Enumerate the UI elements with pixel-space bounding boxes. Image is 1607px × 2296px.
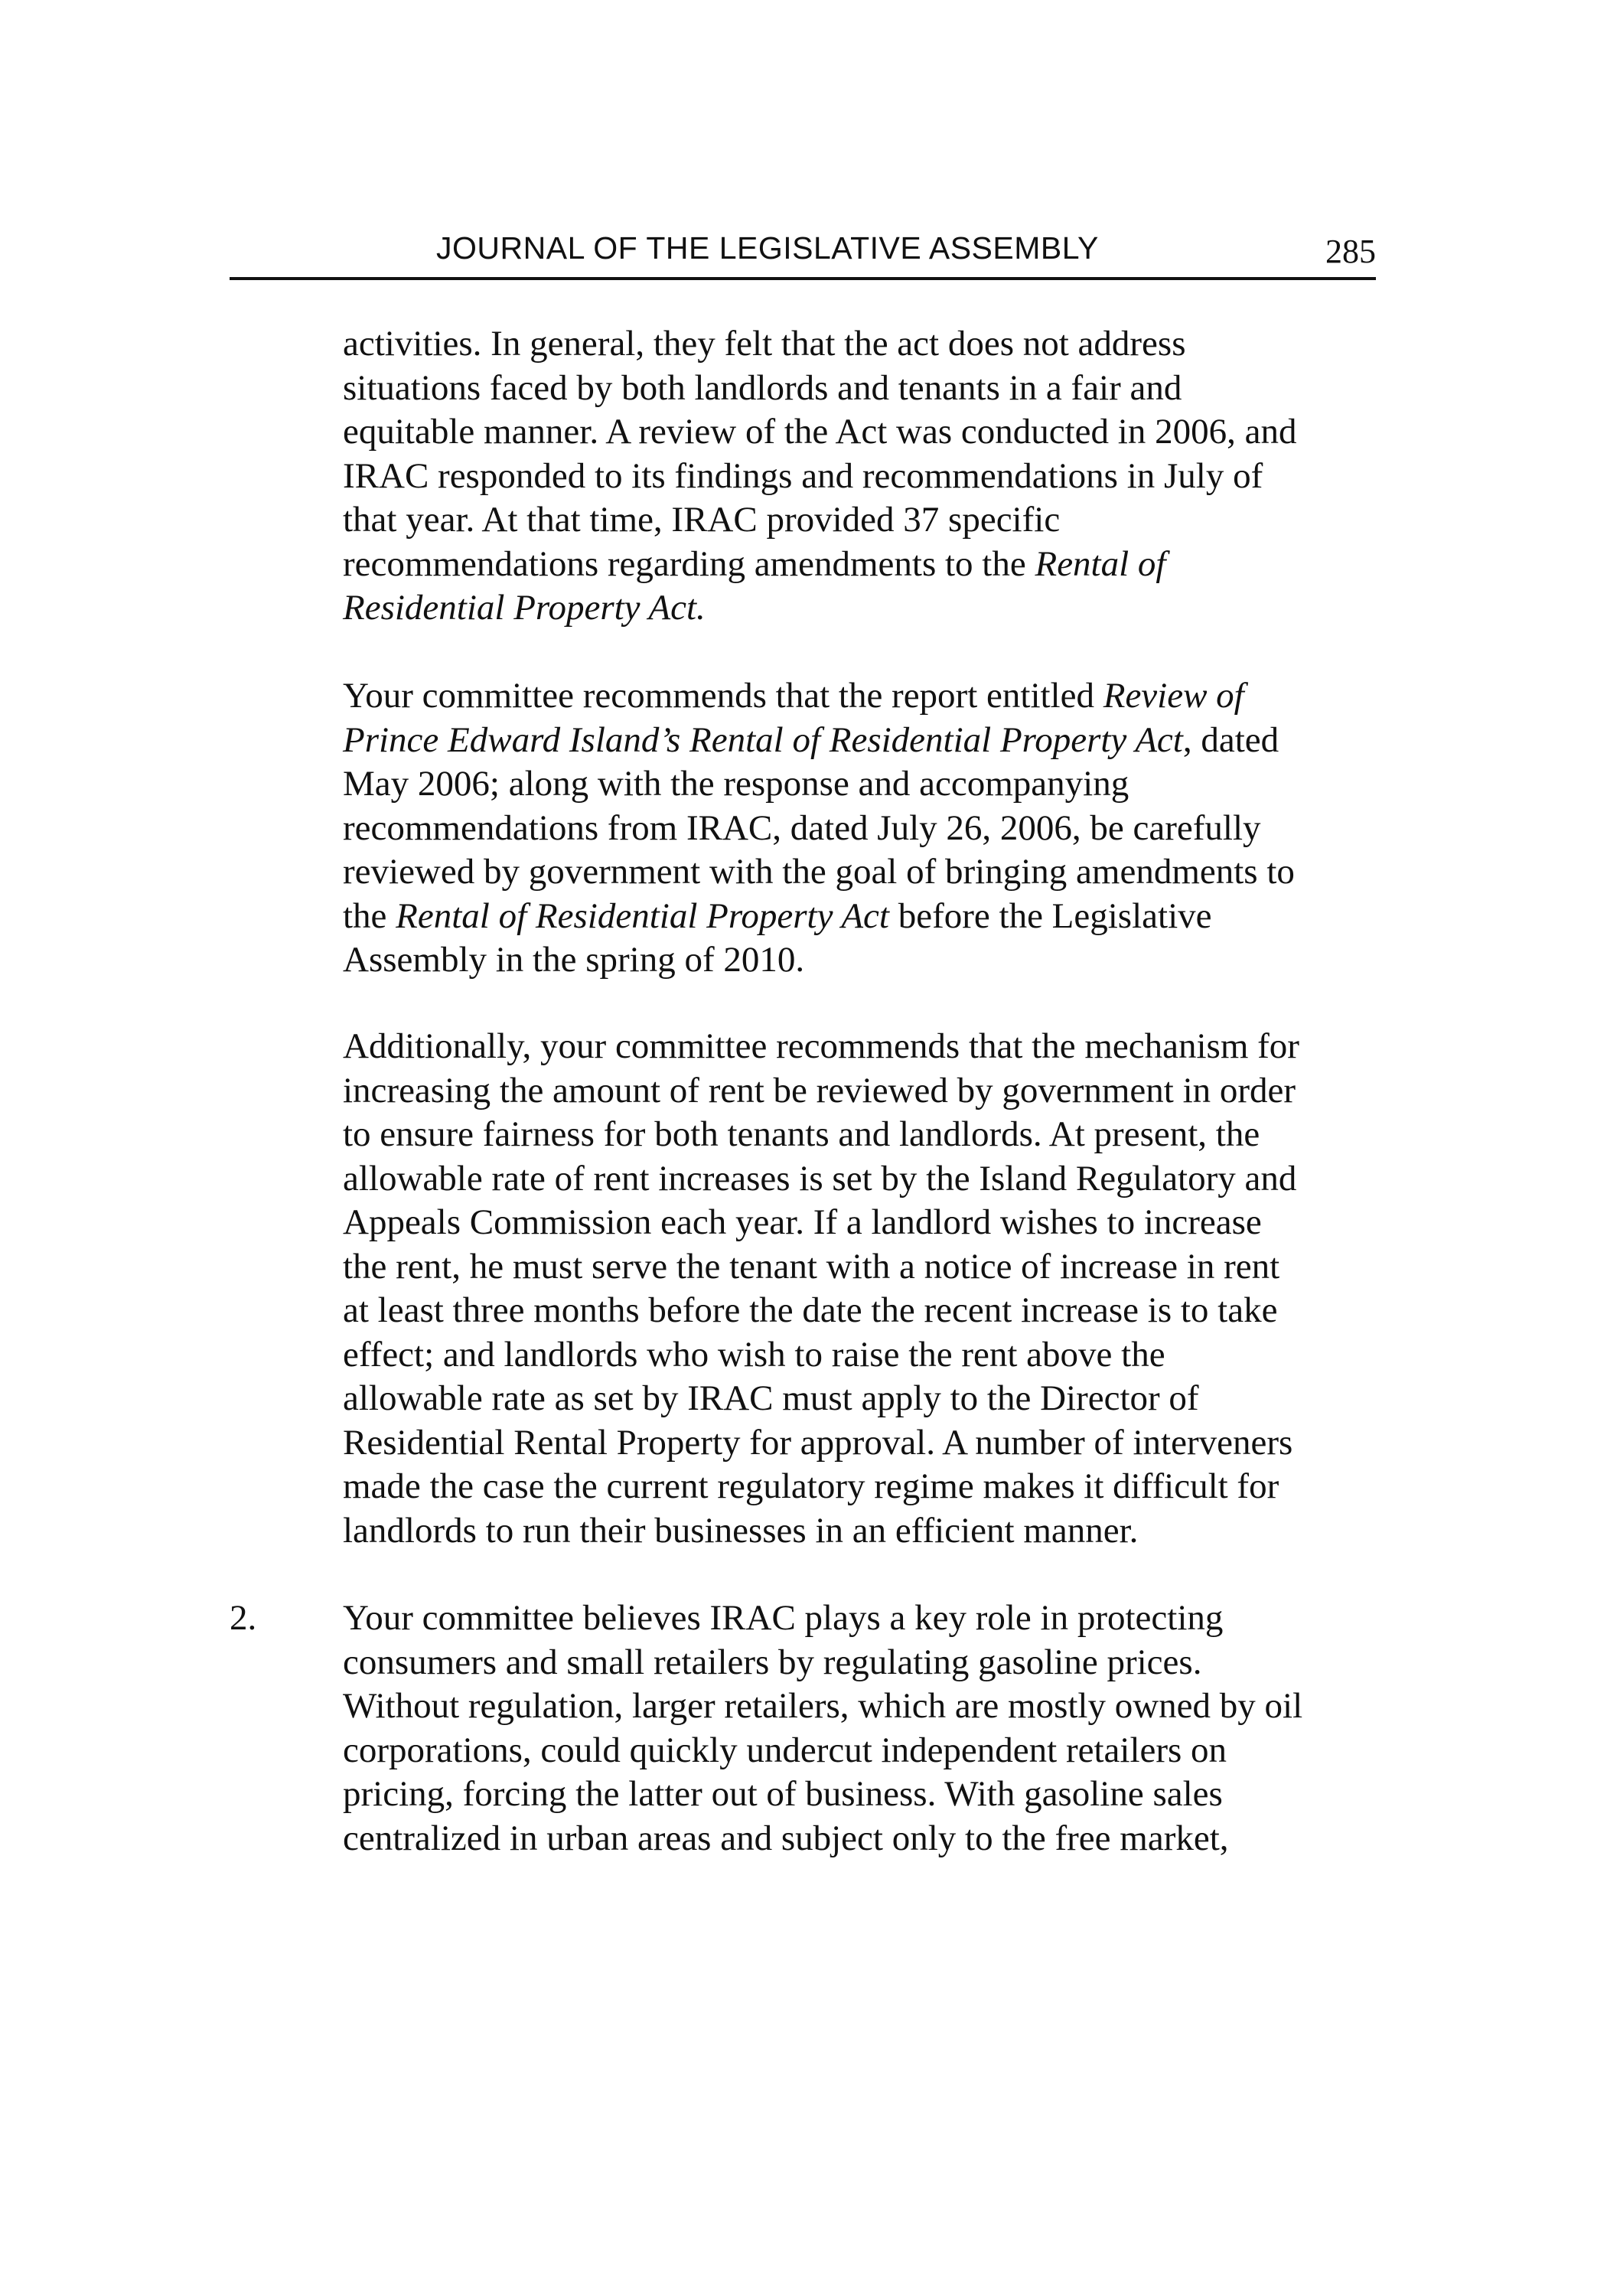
- text-line: [343, 543, 1384, 587]
- text-line: Your committee believes IRAC plays a key role in protecting: [343, 1598, 1224, 1638]
- text-line: Without regulation, larger retailers, which are mostly owned by oil: [343, 1686, 1303, 1726]
- text-line: increasing the amount of rent be reviewed by government in order: [343, 1070, 1296, 1110]
- italic-act-title: Residential Property Act.: [343, 588, 706, 628]
- text-line: Additionally, your committee recommends that the mechanism for: [343, 1026, 1299, 1066]
- text-line: centralized in urban areas and subject only to the free market,: [343, 1818, 1229, 1858]
- running-header: [230, 227, 1376, 280]
- running-title: JOURNAL OF THE LEGISLATIVE ASSEMBLY: [436, 230, 1099, 266]
- text-line: recommendations from IRAC, dated July 26, 2006, be carefully: [343, 807, 1261, 848]
- text-line: corporations, could quickly undercut independent retailers on: [343, 1730, 1227, 1770]
- text-line: to ensure fairness for both tenants and landlords. At present, the: [343, 1114, 1260, 1154]
- paragraph-committee-recommendation: [343, 674, 1384, 983]
- text-line: [343, 674, 1384, 719]
- text-line: made the case the current regulatory regime makes it difficult for: [343, 1466, 1279, 1506]
- text-line: [343, 719, 1384, 763]
- text-line: that year. At that time, IRAC provided 37 specific: [343, 500, 1061, 540]
- italic-act-title: Rental of Residential Property Act: [396, 895, 889, 936]
- text-line: [343, 895, 1384, 939]
- text-run: , dated: [1182, 719, 1279, 760]
- page-number: 285: [1325, 233, 1376, 270]
- italic-report-title: Review of: [1103, 676, 1244, 716]
- text-line: landlords to run their businesses in an efficient manner.: [343, 1510, 1139, 1551]
- italic-act-title: Rental of: [1035, 543, 1166, 584]
- text-line: consumers and small retailers by regulating gasoline prices.: [343, 1642, 1202, 1682]
- text-line: the rent, he must serve the tenant with a notice of increase in rent: [343, 1246, 1280, 1287]
- text-line: [343, 586, 1384, 631]
- text-line: at least three months before the date the recent increase is to take: [343, 1290, 1278, 1330]
- text-line: allowable rate as set by IRAC must apply to the Director of: [343, 1378, 1199, 1418]
- text-run: before the Legislative: [888, 895, 1212, 936]
- text-line: allowable rate of rent increases is set by the Island Regulatory and: [343, 1158, 1297, 1199]
- paragraph-gasoline-regulation: [343, 1596, 1384, 1861]
- paragraph-rent-mechanism: [343, 1025, 1384, 1553]
- text-line: IRAC responded to its findings and recommendations in July of: [343, 455, 1263, 496]
- text-line: Residential Rental Property for approval. A number of interveners: [343, 1422, 1293, 1463]
- text-run: recommendations regarding amendments to the: [343, 543, 1035, 584]
- text-line: reviewed by government with the goal of bringing amendments to: [343, 852, 1295, 892]
- text-run: Your committee recommends that the report entitled: [343, 676, 1103, 716]
- text-line: equitable manner. A review of the Act was conducted in 2006, and: [343, 412, 1297, 452]
- list-item-number: 2.: [230, 1598, 257, 1638]
- text-line: activities. In general, they felt that the act does not address: [343, 324, 1186, 364]
- paragraph-irac-review: [343, 322, 1384, 631]
- text-run: the: [343, 895, 396, 936]
- text-line: Assembly in the spring of 2010.: [343, 940, 805, 980]
- text-line: Appeals Commission each year. If a landlord wishes to increase: [343, 1202, 1262, 1242]
- text-line: effect; and landlords who wish to raise the rent above the: [343, 1334, 1165, 1375]
- text-line: pricing, forcing the latter out of business. With gasoline sales: [343, 1774, 1223, 1814]
- italic-report-title: Prince Edward Island’s Rental of Residential Property Act: [343, 719, 1183, 760]
- text-line: situations faced by both landlords and tenants in a fair and: [343, 367, 1182, 408]
- text-line: May 2006; along with the response and accompanying: [343, 764, 1129, 804]
